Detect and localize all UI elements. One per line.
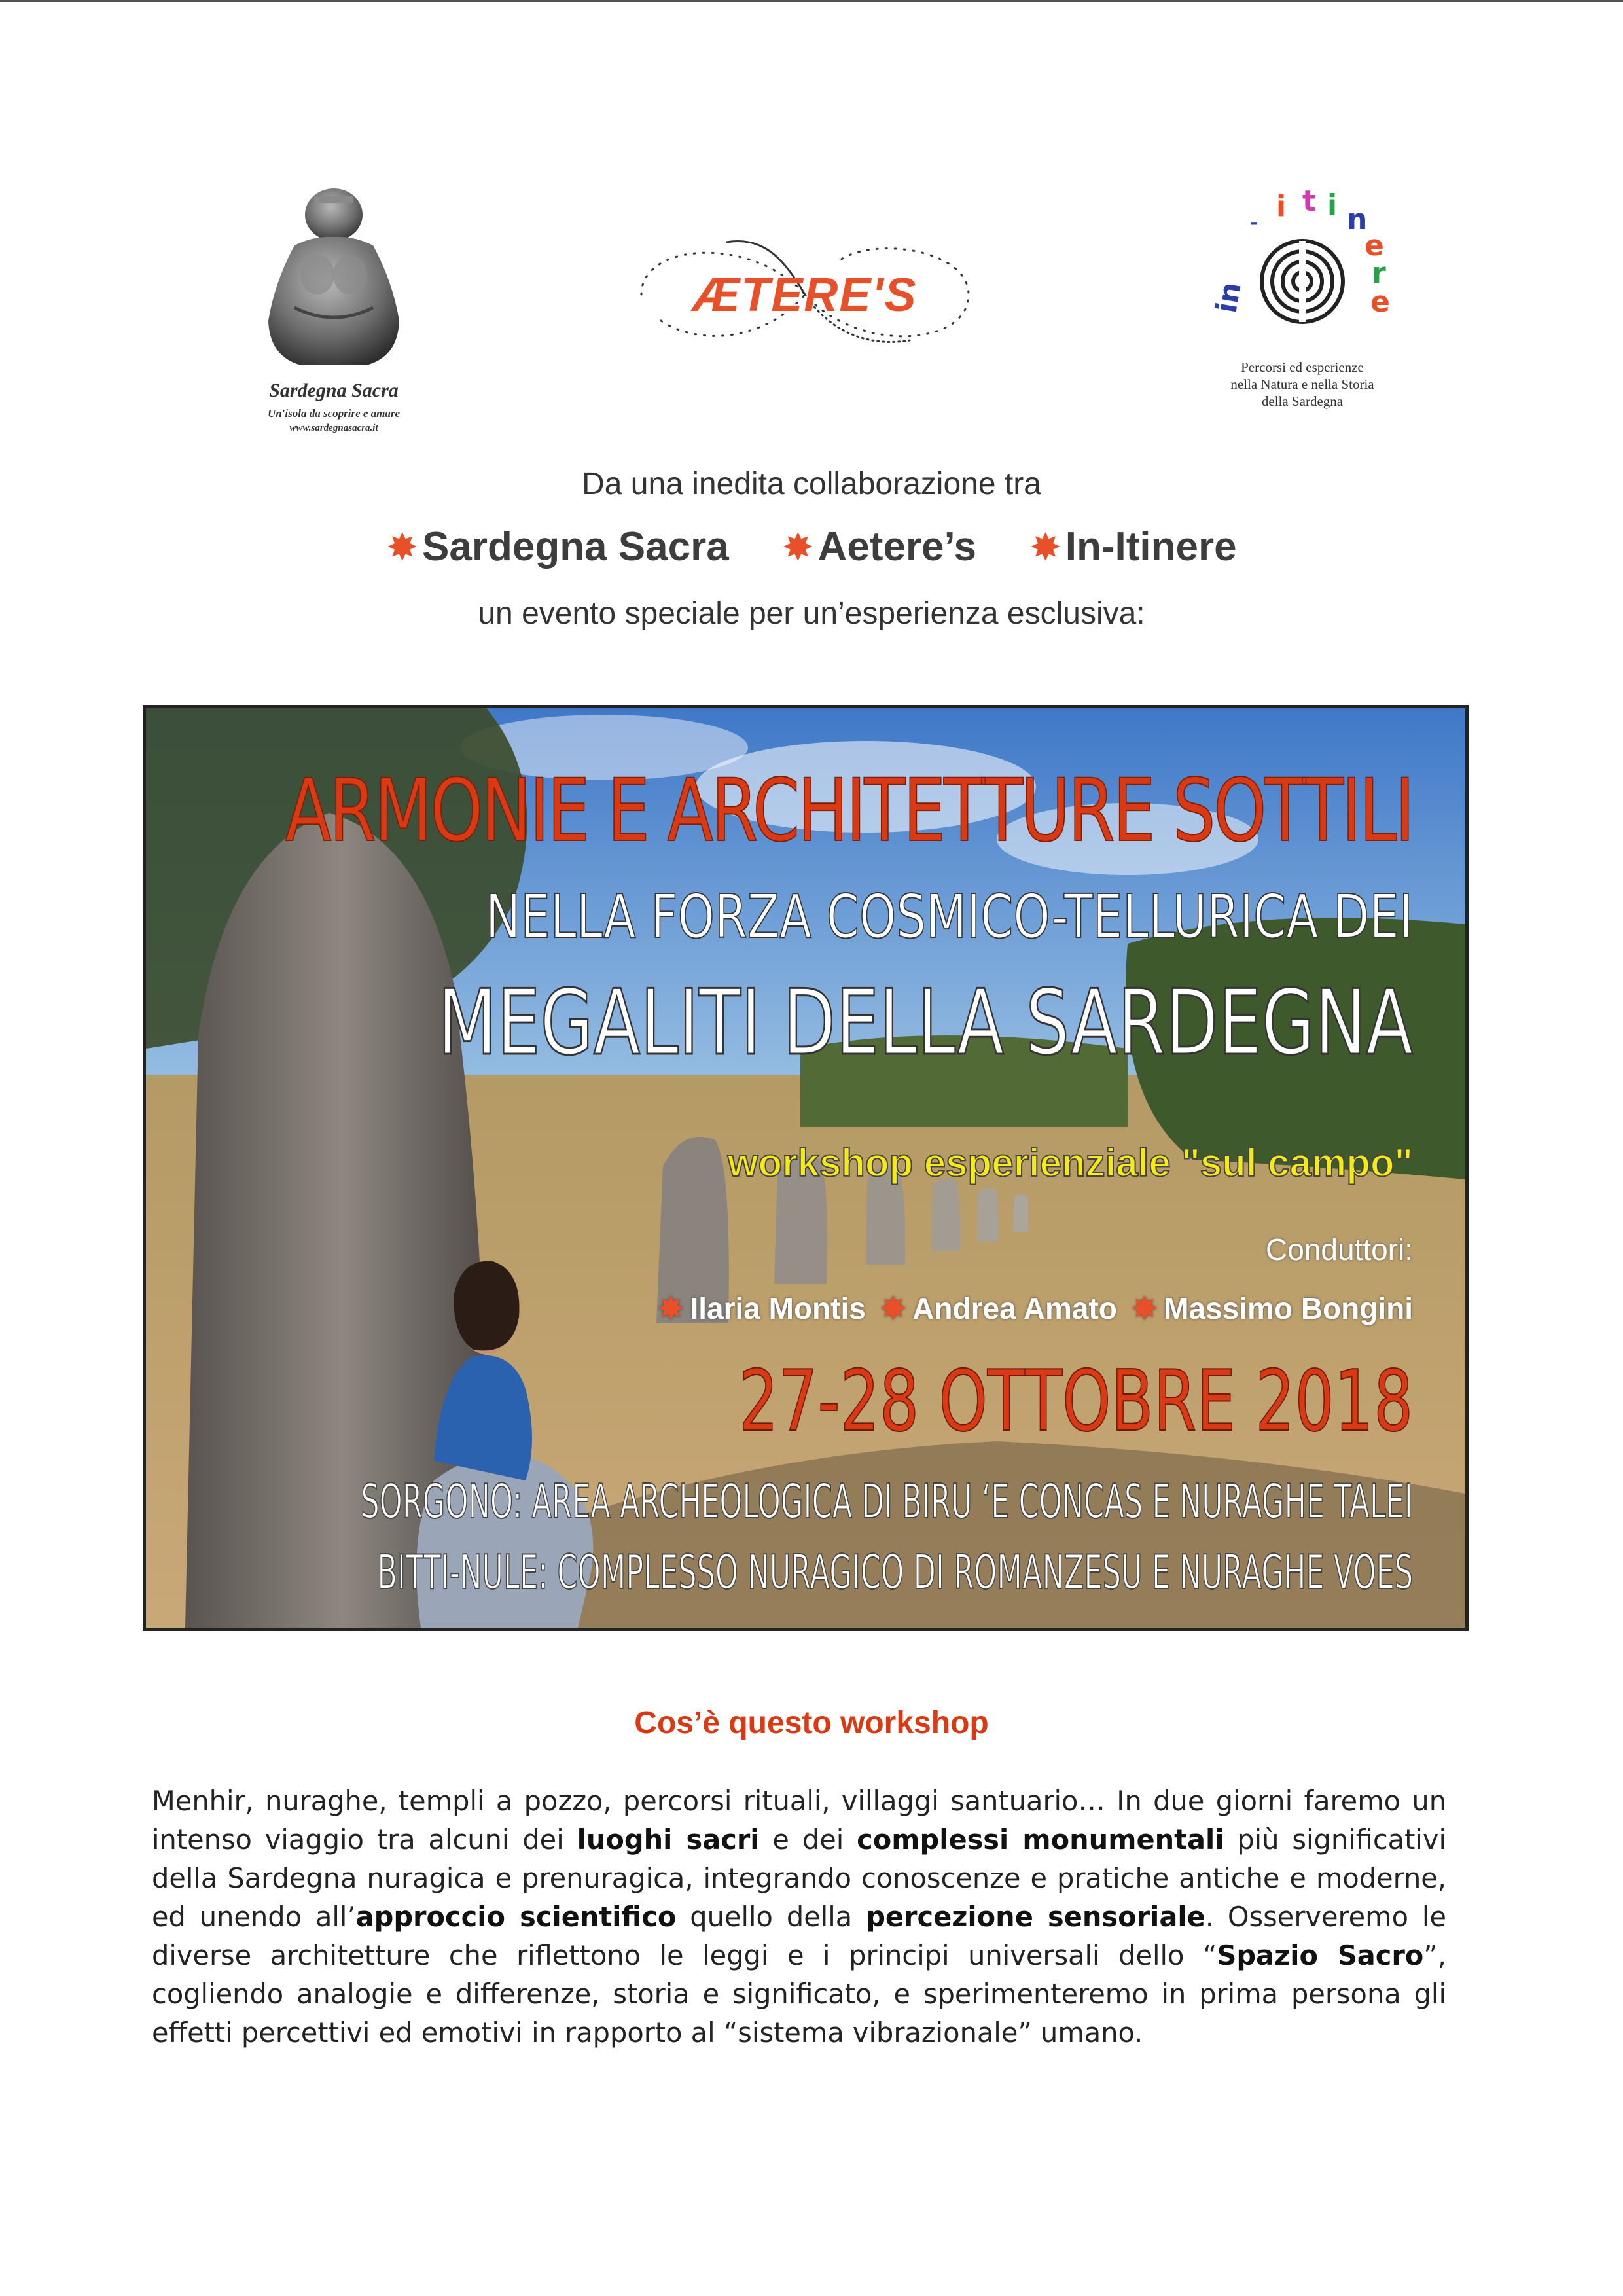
- banner-location-1: SORGONO: AREA ARCHEOLOGICA DI BIRU ‘E CONCAS E NURAGHE TALEI: [361, 1474, 1413, 1529]
- top-rule: [0, 0, 1623, 2]
- star-icon: ✸: [1029, 526, 1061, 569]
- banner-conductors: [652, 1291, 1413, 1326]
- banner-subtitle-2: MEGALITI DELLA SARDEGNA: [437, 970, 1413, 1075]
- logo-aeteres: [622, 223, 988, 367]
- svg-text:e: e: [1364, 229, 1384, 262]
- svg-text:in: in: [1209, 279, 1248, 315]
- star-icon: ✸: [1132, 1291, 1158, 1325]
- svg-text:-: -: [1250, 211, 1258, 234]
- emphasis: luoghi sacri: [577, 1823, 760, 1856]
- partner-aeteres: ✸Aetere’s: [781, 524, 976, 569]
- svg-text:r: r: [1372, 257, 1386, 290]
- section-title: Cos’è questo workshop: [634, 1706, 989, 1740]
- emphasis: Spazio Sacro: [1217, 1939, 1424, 1971]
- logo-sardegna-sacra: [196, 177, 471, 452]
- svg-text:n: n: [1347, 203, 1368, 236]
- conductor-name: Massimo Bongini: [1164, 1291, 1413, 1325]
- logo-ii-caption-1: Percorsi ed esperienze: [1241, 359, 1364, 375]
- partner-sardegna-sacra: ✸Sardegna Sacra: [386, 524, 729, 569]
- conductor-name: Andrea Amato: [912, 1291, 1117, 1325]
- partner-in-itinere: ✸In-Itinere: [1029, 524, 1237, 569]
- svg-text:t: t: [1302, 185, 1317, 218]
- banner-location-2: BITTI-NULE: COMPLESSO NURAGICO DI ROMANZESU E NURAGHE VOES: [376, 1545, 1413, 1600]
- intro-line: Da una inedita collaborazione tra: [582, 467, 1041, 501]
- star-icon: ✸: [781, 526, 814, 569]
- logo-ii-caption-2: nella Natura e nella Storia: [1230, 376, 1374, 392]
- svg-text:e: e: [1370, 285, 1390, 319]
- section-body: Menhir, nuraghe, templi a pozzo, percorsi rituali, villaggi santuario… In due giorni faremo un intenso viaggio tra alcuni dei luoghi sacri e dei complessi monumentali più significativi della Sardegna nuragica e prenuragica, integrando conoscenze e pratiche antiche e moderne, ed unendo all’approccio scientifico quello della percezione sensoriale. Osserveremo le diverse architetture che riflettono le leggi e i principi universali dello “Spazio Sacro”, cogliendo analogie e differenze, storia e significato, e sperimenteremo in prima persona gli effetti percettivi ed emotivi in rapporto al “sistema vibrazionale” umano.: [152, 1785, 1447, 2049]
- statuette-icon: [196, 177, 471, 373]
- logo-in-itinere: [1178, 183, 1427, 419]
- emphasis: approccio scientifico: [355, 1901, 677, 1933]
- banner-date: 27-28 OTTOBRE 2018: [738, 1353, 1413, 1450]
- partners-line: [0, 524, 1623, 570]
- emphasis: complessi monumentali: [857, 1823, 1224, 1856]
- banner-subtitle-1: NELLA FORZA COSMICO-TELLURICA DEI: [485, 882, 1413, 952]
- banner-title: ARMONIE E ARCHITETTURE SOTTILI: [285, 761, 1413, 861]
- logo-ss-title: Sardegna Sacra: [269, 380, 399, 401]
- labyrinth-icon: [1178, 183, 1427, 353]
- event-banner: [143, 705, 1469, 1631]
- emphasis: percezione sensoriale: [866, 1901, 1205, 1933]
- conductor-name: Ilaria Montis: [690, 1291, 866, 1325]
- svg-text:i: i: [1276, 190, 1287, 223]
- intro-subline: un evento speciale per un’esperienza esclusiva:: [478, 596, 1145, 631]
- star-icon: ✸: [880, 1291, 906, 1325]
- logo-ii-caption-3: della Sardegna: [1261, 393, 1344, 409]
- logo-ss-tagline: Un'isola da scoprire e amare: [267, 407, 401, 420]
- star-icon: ✸: [658, 1291, 684, 1325]
- logo-ss-url: www.sardegnasacra.it: [289, 423, 378, 433]
- star-icon: ✸: [386, 526, 418, 569]
- banner-conductors-label: Conduttori:: [1265, 1232, 1413, 1266]
- banner-workshop-label: workshop esperienziale "sul campo": [727, 1141, 1413, 1185]
- svg-text:i: i: [1327, 188, 1338, 222]
- logo-ae-wordmark: ÆTERE'S: [692, 269, 918, 321]
